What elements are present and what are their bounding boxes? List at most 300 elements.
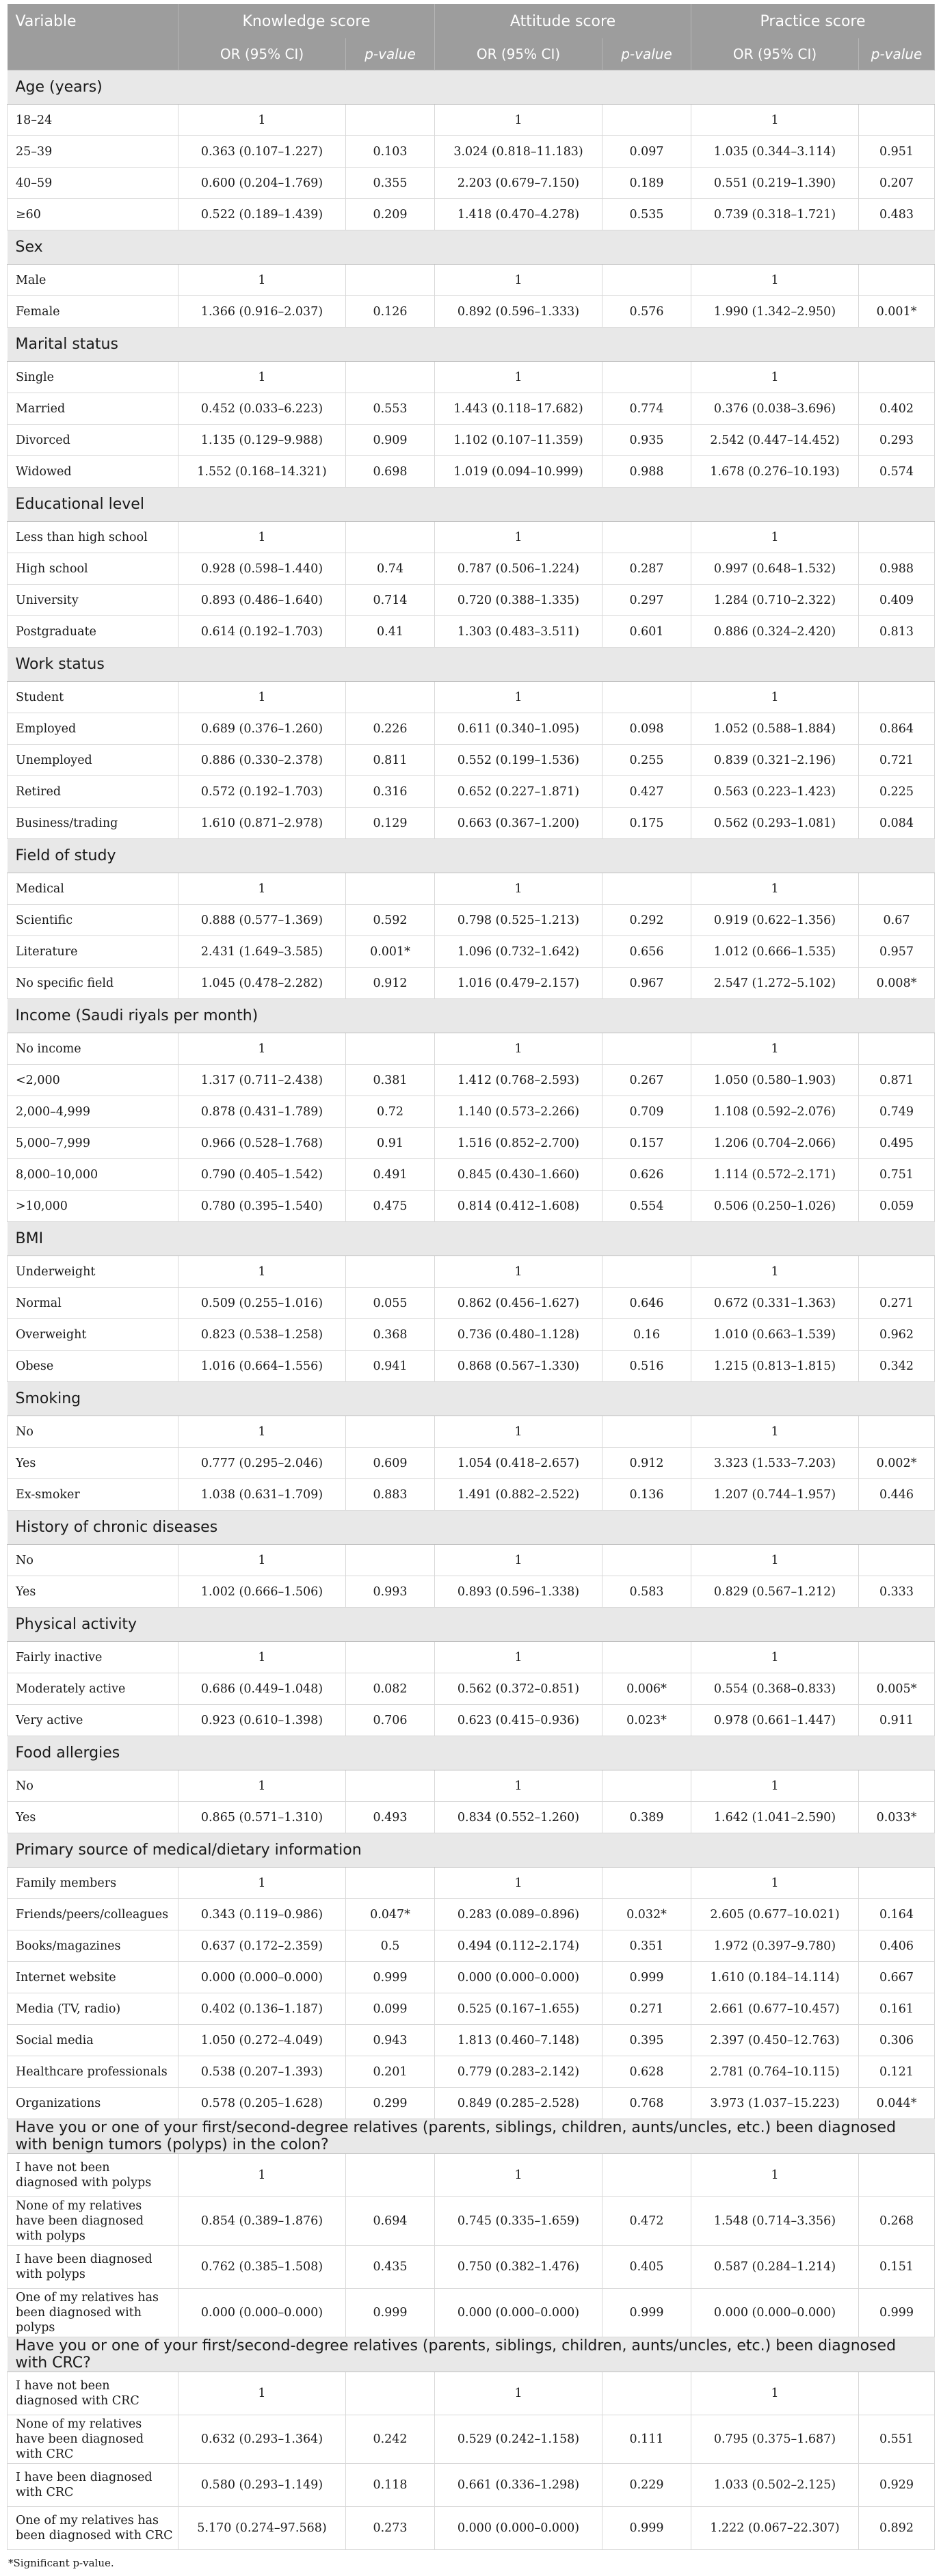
knowledge-or: 0.572 (0.192–1.703) xyxy=(178,776,346,808)
practice-p xyxy=(859,1256,935,1288)
knowledge-p xyxy=(346,1033,435,1065)
knowledge-or: 1 xyxy=(178,1868,346,1899)
table-row xyxy=(8,2025,935,2056)
row-label: I have not been diagnosed with polyps xyxy=(8,2154,178,2197)
table-row xyxy=(8,1576,935,1608)
practice-p: 0.721 xyxy=(859,745,935,776)
row-label: Scientific xyxy=(8,905,178,936)
table-body xyxy=(8,70,935,2550)
practice-or: 1 xyxy=(691,362,859,393)
table-row xyxy=(8,1802,935,1833)
knowledge-p: 0.943 xyxy=(346,2025,435,2056)
knowledge-or: 0.893 (0.486–1.640) xyxy=(178,585,346,616)
knowledge-p: 0.099 xyxy=(346,1993,435,2025)
table-row xyxy=(8,2507,935,2550)
practice-or: 0.587 (0.284–1.214) xyxy=(691,2246,859,2289)
attitude-p: 0.292 xyxy=(602,905,691,936)
attitude-or: 0.750 (0.382–1.476) xyxy=(435,2246,602,2289)
attitude-p: 0.516 xyxy=(602,1351,691,1382)
knowledge-p: 0.381 xyxy=(346,1065,435,1096)
practice-p xyxy=(859,105,935,136)
knowledge-or: 1 xyxy=(178,2154,346,2197)
knowledge-p: 0.273 xyxy=(346,2507,435,2550)
attitude-or: 1.516 (0.852–2.700) xyxy=(435,1128,602,1159)
attitude-p: 0.601 xyxy=(602,616,691,648)
row-label: High school xyxy=(8,553,178,585)
knowledge-p xyxy=(346,682,435,713)
section-header xyxy=(8,2119,935,2154)
practice-or: 0.795 (0.375–1.687) xyxy=(691,2415,859,2464)
row-label: Yes xyxy=(8,1448,178,1479)
attitude-or: 1 xyxy=(435,1770,602,1802)
table-row xyxy=(8,1416,935,1448)
practice-p xyxy=(859,2372,935,2415)
attitude-p: 0.023* xyxy=(602,1705,691,1736)
practice-p xyxy=(859,1770,935,1802)
knowledge-p: 0.811 xyxy=(346,745,435,776)
practice-p: 0.342 xyxy=(859,1351,935,1382)
practice-or: 1 xyxy=(691,682,859,713)
practice-or: 1.012 (0.666–1.535) xyxy=(691,936,859,968)
knowledge-or: 0.878 (0.431–1.789) xyxy=(178,1096,346,1128)
knowledge-p xyxy=(346,2154,435,2197)
knowledge-p: 0.698 xyxy=(346,456,435,488)
row-label: Single xyxy=(8,362,178,393)
knowledge-p: 0.909 xyxy=(346,425,435,456)
knowledge-or: 0.580 (0.293–1.149) xyxy=(178,2464,346,2507)
regression-table xyxy=(7,4,935,2550)
knowledge-p xyxy=(346,1868,435,1899)
attitude-or: 3.024 (0.818–11.183) xyxy=(435,136,602,168)
practice-p: 0.751 xyxy=(859,1159,935,1191)
knowledge-p xyxy=(346,1770,435,1802)
knowledge-p: 0.493 xyxy=(346,1802,435,1833)
practice-p: 0.002* xyxy=(859,1448,935,1479)
row-label: Books/magazines xyxy=(8,1930,178,1962)
practice-or: 0.839 (0.321–2.196) xyxy=(691,745,859,776)
attitude-p: 0.656 xyxy=(602,936,691,968)
practice-p: 0.871 xyxy=(859,1065,935,1096)
knowledge-or: 1 xyxy=(178,873,346,905)
attitude-or: 1 xyxy=(435,522,602,553)
attitude-or: 1.019 (0.094–10.999) xyxy=(435,456,602,488)
practice-p: 0.268 xyxy=(859,2197,935,2246)
attitude-p: 0.935 xyxy=(602,425,691,456)
knowledge-p: 0.129 xyxy=(346,808,435,839)
table-row xyxy=(8,362,935,393)
attitude-p xyxy=(602,1545,691,1576)
practice-or: 1.052 (0.588–1.884) xyxy=(691,713,859,745)
section-header xyxy=(8,1736,935,1770)
table-row xyxy=(8,2246,935,2289)
row-label: 25–39 xyxy=(8,136,178,168)
section-title: Educational level xyxy=(8,488,935,522)
table-row xyxy=(8,873,935,905)
knowledge-p: 0.242 xyxy=(346,2415,435,2464)
attitude-p: 0.427 xyxy=(602,776,691,808)
knowledge-p: 0.912 xyxy=(346,968,435,999)
knowledge-p xyxy=(346,362,435,393)
knowledge-p: 0.5 xyxy=(346,1930,435,1962)
knowledge-or: 0.854 (0.389–1.876) xyxy=(178,2197,346,2246)
knowledge-or: 0.762 (0.385–1.508) xyxy=(178,2246,346,2289)
practice-or: 1.972 (0.397–9.780) xyxy=(691,1930,859,1962)
attitude-p: 0.999 xyxy=(602,1962,691,1993)
attitude-or: 1 xyxy=(435,1642,602,1673)
attitude-p: 0.405 xyxy=(602,2246,691,2289)
variable-header: Variable xyxy=(8,4,178,38)
attitude-or: 1.054 (0.418–2.657) xyxy=(435,1448,602,1479)
practice-or: 0.563 (0.223–1.423) xyxy=(691,776,859,808)
knowledge-or: 0.686 (0.449–1.048) xyxy=(178,1673,346,1705)
table-row xyxy=(8,1930,935,1962)
attitude-or: 0.283 (0.089–0.896) xyxy=(435,1899,602,1930)
knowledge-p: 0.435 xyxy=(346,2246,435,2289)
knowledge-or: 0.886 (0.330–2.378) xyxy=(178,745,346,776)
attitude-or: 0.525 (0.167–1.655) xyxy=(435,1993,602,2025)
attitude-or: 1.140 (0.573–2.266) xyxy=(435,1096,602,1128)
row-label: Organizations xyxy=(8,2088,178,2119)
table-row xyxy=(8,2464,935,2507)
practice-p: 0.293 xyxy=(859,425,935,456)
knowledge-or: 0.522 (0.189–1.439) xyxy=(178,199,346,230)
practice-or: 0.551 (0.219–1.390) xyxy=(691,168,859,199)
knowledge-p: 0.355 xyxy=(346,168,435,199)
knowledge-p: 0.001* xyxy=(346,936,435,968)
table-row xyxy=(8,1096,935,1128)
attitude-p: 0.999 xyxy=(602,2289,691,2337)
attitude-or: 0.562 (0.372–0.851) xyxy=(435,1673,602,1705)
row-label: Moderately active xyxy=(8,1673,178,1705)
attitude-p: 0.774 xyxy=(602,393,691,425)
knowledge-or: 0.614 (0.192–1.703) xyxy=(178,616,346,648)
row-label: Medical xyxy=(8,873,178,905)
row-label: None of my relatives have been diagnosed with polyps xyxy=(8,2197,178,2246)
table-row xyxy=(8,1288,935,1319)
knowledge-p: 0.201 xyxy=(346,2056,435,2088)
practice-p-header: p-value xyxy=(859,38,935,70)
knowledge-or: 5.170 (0.274–97.568) xyxy=(178,2507,346,2550)
practice-p: 0.813 xyxy=(859,616,935,648)
practice-or: 1 xyxy=(691,1416,859,1448)
practice-or: 1 xyxy=(691,1642,859,1673)
attitude-or: 0.798 (0.525–1.213) xyxy=(435,905,602,936)
knowledge-p: 0.226 xyxy=(346,713,435,745)
table-row xyxy=(8,1159,935,1191)
attitude-or: 1 xyxy=(435,1256,602,1288)
knowledge-or: 1 xyxy=(178,2372,346,2415)
practice-or: 1 xyxy=(691,265,859,296)
practice-p: 0.911 xyxy=(859,1705,935,1736)
practice-p xyxy=(859,682,935,713)
table-row xyxy=(8,1065,935,1096)
practice-p: 0.333 xyxy=(859,1576,935,1608)
section-header xyxy=(8,999,935,1033)
row-label: No xyxy=(8,1545,178,1576)
knowledge-or: 0.578 (0.205–1.628) xyxy=(178,2088,346,2119)
section-header xyxy=(8,648,935,682)
practice-p: 0.271 xyxy=(859,1288,935,1319)
knowledge-p: 0.74 xyxy=(346,553,435,585)
attitude-p: 0.098 xyxy=(602,713,691,745)
section-title: Have you or one of your first/second-degree relatives (parents, siblings, children, aunts/uncles, etc.) been diagnosed with benign tumors (polyps) in the colon? xyxy=(8,2119,935,2154)
practice-p xyxy=(859,1868,935,1899)
attitude-or: 1.412 (0.768–2.593) xyxy=(435,1065,602,1096)
practice-or: 1 xyxy=(691,1033,859,1065)
table-row xyxy=(8,522,935,553)
knowledge-p: 0.126 xyxy=(346,296,435,328)
practice-or: 1.207 (0.744–1.957) xyxy=(691,1479,859,1511)
row-label: >10,000 xyxy=(8,1191,178,1222)
practice-header: Practice score xyxy=(691,4,935,38)
knowledge-p xyxy=(346,522,435,553)
table-row xyxy=(8,2056,935,2088)
row-label: Internet website xyxy=(8,1962,178,1993)
table-row xyxy=(8,105,935,136)
practice-p: 0.402 xyxy=(859,393,935,425)
knowledge-p xyxy=(346,1642,435,1673)
knowledge-p-header: p-value xyxy=(346,38,435,70)
table-row xyxy=(8,1899,935,1930)
table-row xyxy=(8,968,935,999)
table-row xyxy=(8,1128,935,1159)
knowledge-or: 1.016 (0.664–1.556) xyxy=(178,1351,346,1382)
practice-p xyxy=(859,1642,935,1673)
practice-or: 2.397 (0.450–12.763) xyxy=(691,2025,859,2056)
row-label: Yes xyxy=(8,1576,178,1608)
attitude-p: 0.287 xyxy=(602,553,691,585)
row-label: 8,000–10,000 xyxy=(8,1159,178,1191)
attitude-p: 0.583 xyxy=(602,1576,691,1608)
table-row xyxy=(8,425,935,456)
practice-or: 1.284 (0.710–2.322) xyxy=(691,585,859,616)
practice-p xyxy=(859,265,935,296)
knowledge-or: 1.317 (0.711–2.438) xyxy=(178,1065,346,1096)
attitude-p: 0.136 xyxy=(602,1479,691,1511)
section-title: Primary source of medical/dietary information xyxy=(8,1833,935,1868)
knowledge-or: 1 xyxy=(178,522,346,553)
row-label: Employed xyxy=(8,713,178,745)
table-row xyxy=(8,1868,935,1899)
attitude-p: 0.389 xyxy=(602,1802,691,1833)
attitude-or: 0.663 (0.367–1.200) xyxy=(435,808,602,839)
row-label: Media (TV, radio) xyxy=(8,1993,178,2025)
row-label: Retired xyxy=(8,776,178,808)
attitude-p: 0.912 xyxy=(602,1448,691,1479)
attitude-p xyxy=(602,1642,691,1673)
section-header xyxy=(8,1511,935,1545)
attitude-or-header: OR (95% CI) xyxy=(435,38,602,70)
row-label: Obese xyxy=(8,1351,178,1382)
attitude-p xyxy=(602,362,691,393)
attitude-or: 0.845 (0.430–1.660) xyxy=(435,1159,602,1191)
practice-p: 0.059 xyxy=(859,1191,935,1222)
practice-p: 0.207 xyxy=(859,168,935,199)
knowledge-p: 0.993 xyxy=(346,1576,435,1608)
practice-or: 0.739 (0.318–1.721) xyxy=(691,199,859,230)
row-label: No specific field xyxy=(8,968,178,999)
knowledge-or: 0.363 (0.107–1.227) xyxy=(178,136,346,168)
section-header xyxy=(8,1222,935,1256)
practice-p: 0.988 xyxy=(859,553,935,585)
practice-or: 0.506 (0.250–1.026) xyxy=(691,1191,859,1222)
practice-p: 0.67 xyxy=(859,905,935,936)
attitude-or: 0.893 (0.596–1.338) xyxy=(435,1576,602,1608)
practice-or: 3.323 (1.533–7.203) xyxy=(691,1448,859,1479)
table-row xyxy=(8,1191,935,1222)
table-row xyxy=(8,776,935,808)
attitude-or: 0.494 (0.112–2.174) xyxy=(435,1930,602,1962)
practice-p: 0.164 xyxy=(859,1899,935,1930)
practice-or: 0.554 (0.368–0.833) xyxy=(691,1673,859,1705)
attitude-or: 0.661 (0.336–1.298) xyxy=(435,2464,602,2507)
practice-p: 0.044* xyxy=(859,2088,935,2119)
table-row xyxy=(8,2088,935,2119)
section-title: Food allergies xyxy=(8,1736,935,1770)
knowledge-or: 1.038 (0.631–1.709) xyxy=(178,1479,346,1511)
section-title: Sex xyxy=(8,230,935,265)
knowledge-p xyxy=(346,2372,435,2415)
knowledge-p: 0.055 xyxy=(346,1288,435,1319)
knowledge-p: 0.047* xyxy=(346,1899,435,1930)
knowledge-or: 0.923 (0.610–1.398) xyxy=(178,1705,346,1736)
row-label: Very active xyxy=(8,1705,178,1736)
header-row-2 xyxy=(8,38,935,70)
knowledge-or: 1 xyxy=(178,362,346,393)
attitude-p xyxy=(602,873,691,905)
attitude-p: 0.576 xyxy=(602,296,691,328)
attitude-or: 1 xyxy=(435,2372,602,2415)
practice-or: 1.610 (0.184–14.114) xyxy=(691,1962,859,1993)
practice-p: 0.483 xyxy=(859,199,935,230)
attitude-or: 1.096 (0.732–1.642) xyxy=(435,936,602,968)
attitude-p: 0.255 xyxy=(602,745,691,776)
knowledge-or: 0.538 (0.207–1.393) xyxy=(178,2056,346,2088)
practice-p xyxy=(859,362,935,393)
attitude-or: 1 xyxy=(435,265,602,296)
attitude-header: Attitude score xyxy=(435,4,691,38)
knowledge-p: 0.999 xyxy=(346,2289,435,2337)
table-row xyxy=(8,585,935,616)
knowledge-p xyxy=(346,873,435,905)
knowledge-or: 0.343 (0.119–0.986) xyxy=(178,1899,346,1930)
knowledge-p: 0.299 xyxy=(346,2088,435,2119)
attitude-p: 0.111 xyxy=(602,2415,691,2464)
attitude-p: 0.626 xyxy=(602,1159,691,1191)
table-row xyxy=(8,553,935,585)
knowledge-or: 0.000 (0.000–0.000) xyxy=(178,1962,346,1993)
table-row xyxy=(8,1256,935,1288)
attitude-p: 0.16 xyxy=(602,1319,691,1351)
knowledge-p: 0.103 xyxy=(346,136,435,168)
practice-p: 0.667 xyxy=(859,1962,935,1993)
attitude-or: 0.787 (0.506–1.224) xyxy=(435,553,602,585)
knowledge-or: 0.928 (0.598–1.440) xyxy=(178,553,346,585)
practice-or: 1.114 (0.572–2.171) xyxy=(691,1159,859,1191)
row-label: 2,000–4,999 xyxy=(8,1096,178,1128)
table-row xyxy=(8,1033,935,1065)
practice-p: 0.446 xyxy=(859,1479,935,1511)
practice-p: 0.749 xyxy=(859,1096,935,1128)
knowledge-or: 2.431 (1.649–3.585) xyxy=(178,936,346,968)
attitude-or: 1 xyxy=(435,1868,602,1899)
knowledge-p: 0.714 xyxy=(346,585,435,616)
header-row-1 xyxy=(8,4,935,38)
row-label: Healthcare professionals xyxy=(8,2056,178,2088)
attitude-or: 0.611 (0.340–1.095) xyxy=(435,713,602,745)
practice-or: 1.035 (0.344–3.114) xyxy=(691,136,859,168)
attitude-or: 1 xyxy=(435,105,602,136)
section-header xyxy=(8,70,935,105)
practice-or: 0.672 (0.331–1.363) xyxy=(691,1288,859,1319)
practice-or: 0.376 (0.038–3.696) xyxy=(691,393,859,425)
knowledge-p: 0.491 xyxy=(346,1159,435,1191)
footnote: *Significant p-value. xyxy=(8,2557,114,2569)
attitude-or: 0.000 (0.000–0.000) xyxy=(435,2289,602,2337)
practice-or: 1 xyxy=(691,105,859,136)
table-row xyxy=(8,1962,935,1993)
attitude-or: 1.491 (0.882–2.522) xyxy=(435,1479,602,1511)
attitude-or: 1.303 (0.483–3.511) xyxy=(435,616,602,648)
knowledge-p: 0.553 xyxy=(346,393,435,425)
row-label: Married xyxy=(8,393,178,425)
table-row xyxy=(8,1351,935,1382)
practice-p: 0.999 xyxy=(859,2289,935,2337)
practice-or: 2.661 (0.677–10.457) xyxy=(691,1993,859,2025)
row-label: 5,000–7,999 xyxy=(8,1128,178,1159)
practice-or: 0.919 (0.622–1.356) xyxy=(691,905,859,936)
section-title: Marital status xyxy=(8,328,935,362)
row-label: Friends/peers/colleagues xyxy=(8,1899,178,1930)
attitude-or: 1.443 (0.118–17.682) xyxy=(435,393,602,425)
table-row xyxy=(8,1770,935,1802)
table-row xyxy=(8,1545,935,1576)
attitude-p xyxy=(602,1416,691,1448)
knowledge-or: 1.050 (0.272–4.049) xyxy=(178,2025,346,2056)
attitude-p: 0.967 xyxy=(602,968,691,999)
practice-p: 0.864 xyxy=(859,713,935,745)
knowledge-p: 0.72 xyxy=(346,1096,435,1128)
practice-or: 1.548 (0.714–3.356) xyxy=(691,2197,859,2246)
practice-p: 0.225 xyxy=(859,776,935,808)
practice-p xyxy=(859,1545,935,1576)
practice-or: 1 xyxy=(691,1545,859,1576)
attitude-or: 0.720 (0.388–1.335) xyxy=(435,585,602,616)
table-row xyxy=(8,905,935,936)
attitude-or: 1.016 (0.479–2.157) xyxy=(435,968,602,999)
knowledge-or: 1 xyxy=(178,1642,346,1673)
row-label: Ex-smoker xyxy=(8,1479,178,1511)
row-label: I have been diagnosed with polyps xyxy=(8,2246,178,2289)
knowledge-or: 1 xyxy=(178,265,346,296)
attitude-p: 0.646 xyxy=(602,1288,691,1319)
section-header xyxy=(8,2337,935,2372)
practice-p: 0.962 xyxy=(859,1319,935,1351)
knowledge-or: 1 xyxy=(178,1770,346,1802)
knowledge-p: 0.592 xyxy=(346,905,435,936)
practice-or: 2.605 (0.677–10.021) xyxy=(691,1899,859,1930)
attitude-or: 0.849 (0.285–2.528) xyxy=(435,2088,602,2119)
practice-or: 1.215 (0.813–1.815) xyxy=(691,1351,859,1382)
practice-or: 1.050 (0.580–1.903) xyxy=(691,1065,859,1096)
section-title: BMI xyxy=(8,1222,935,1256)
knowledge-or: 1 xyxy=(178,1416,346,1448)
practice-p xyxy=(859,1033,935,1065)
attitude-or: 0.623 (0.415–0.936) xyxy=(435,1705,602,1736)
row-label: <2,000 xyxy=(8,1065,178,1096)
attitude-p xyxy=(602,105,691,136)
practice-p xyxy=(859,873,935,905)
